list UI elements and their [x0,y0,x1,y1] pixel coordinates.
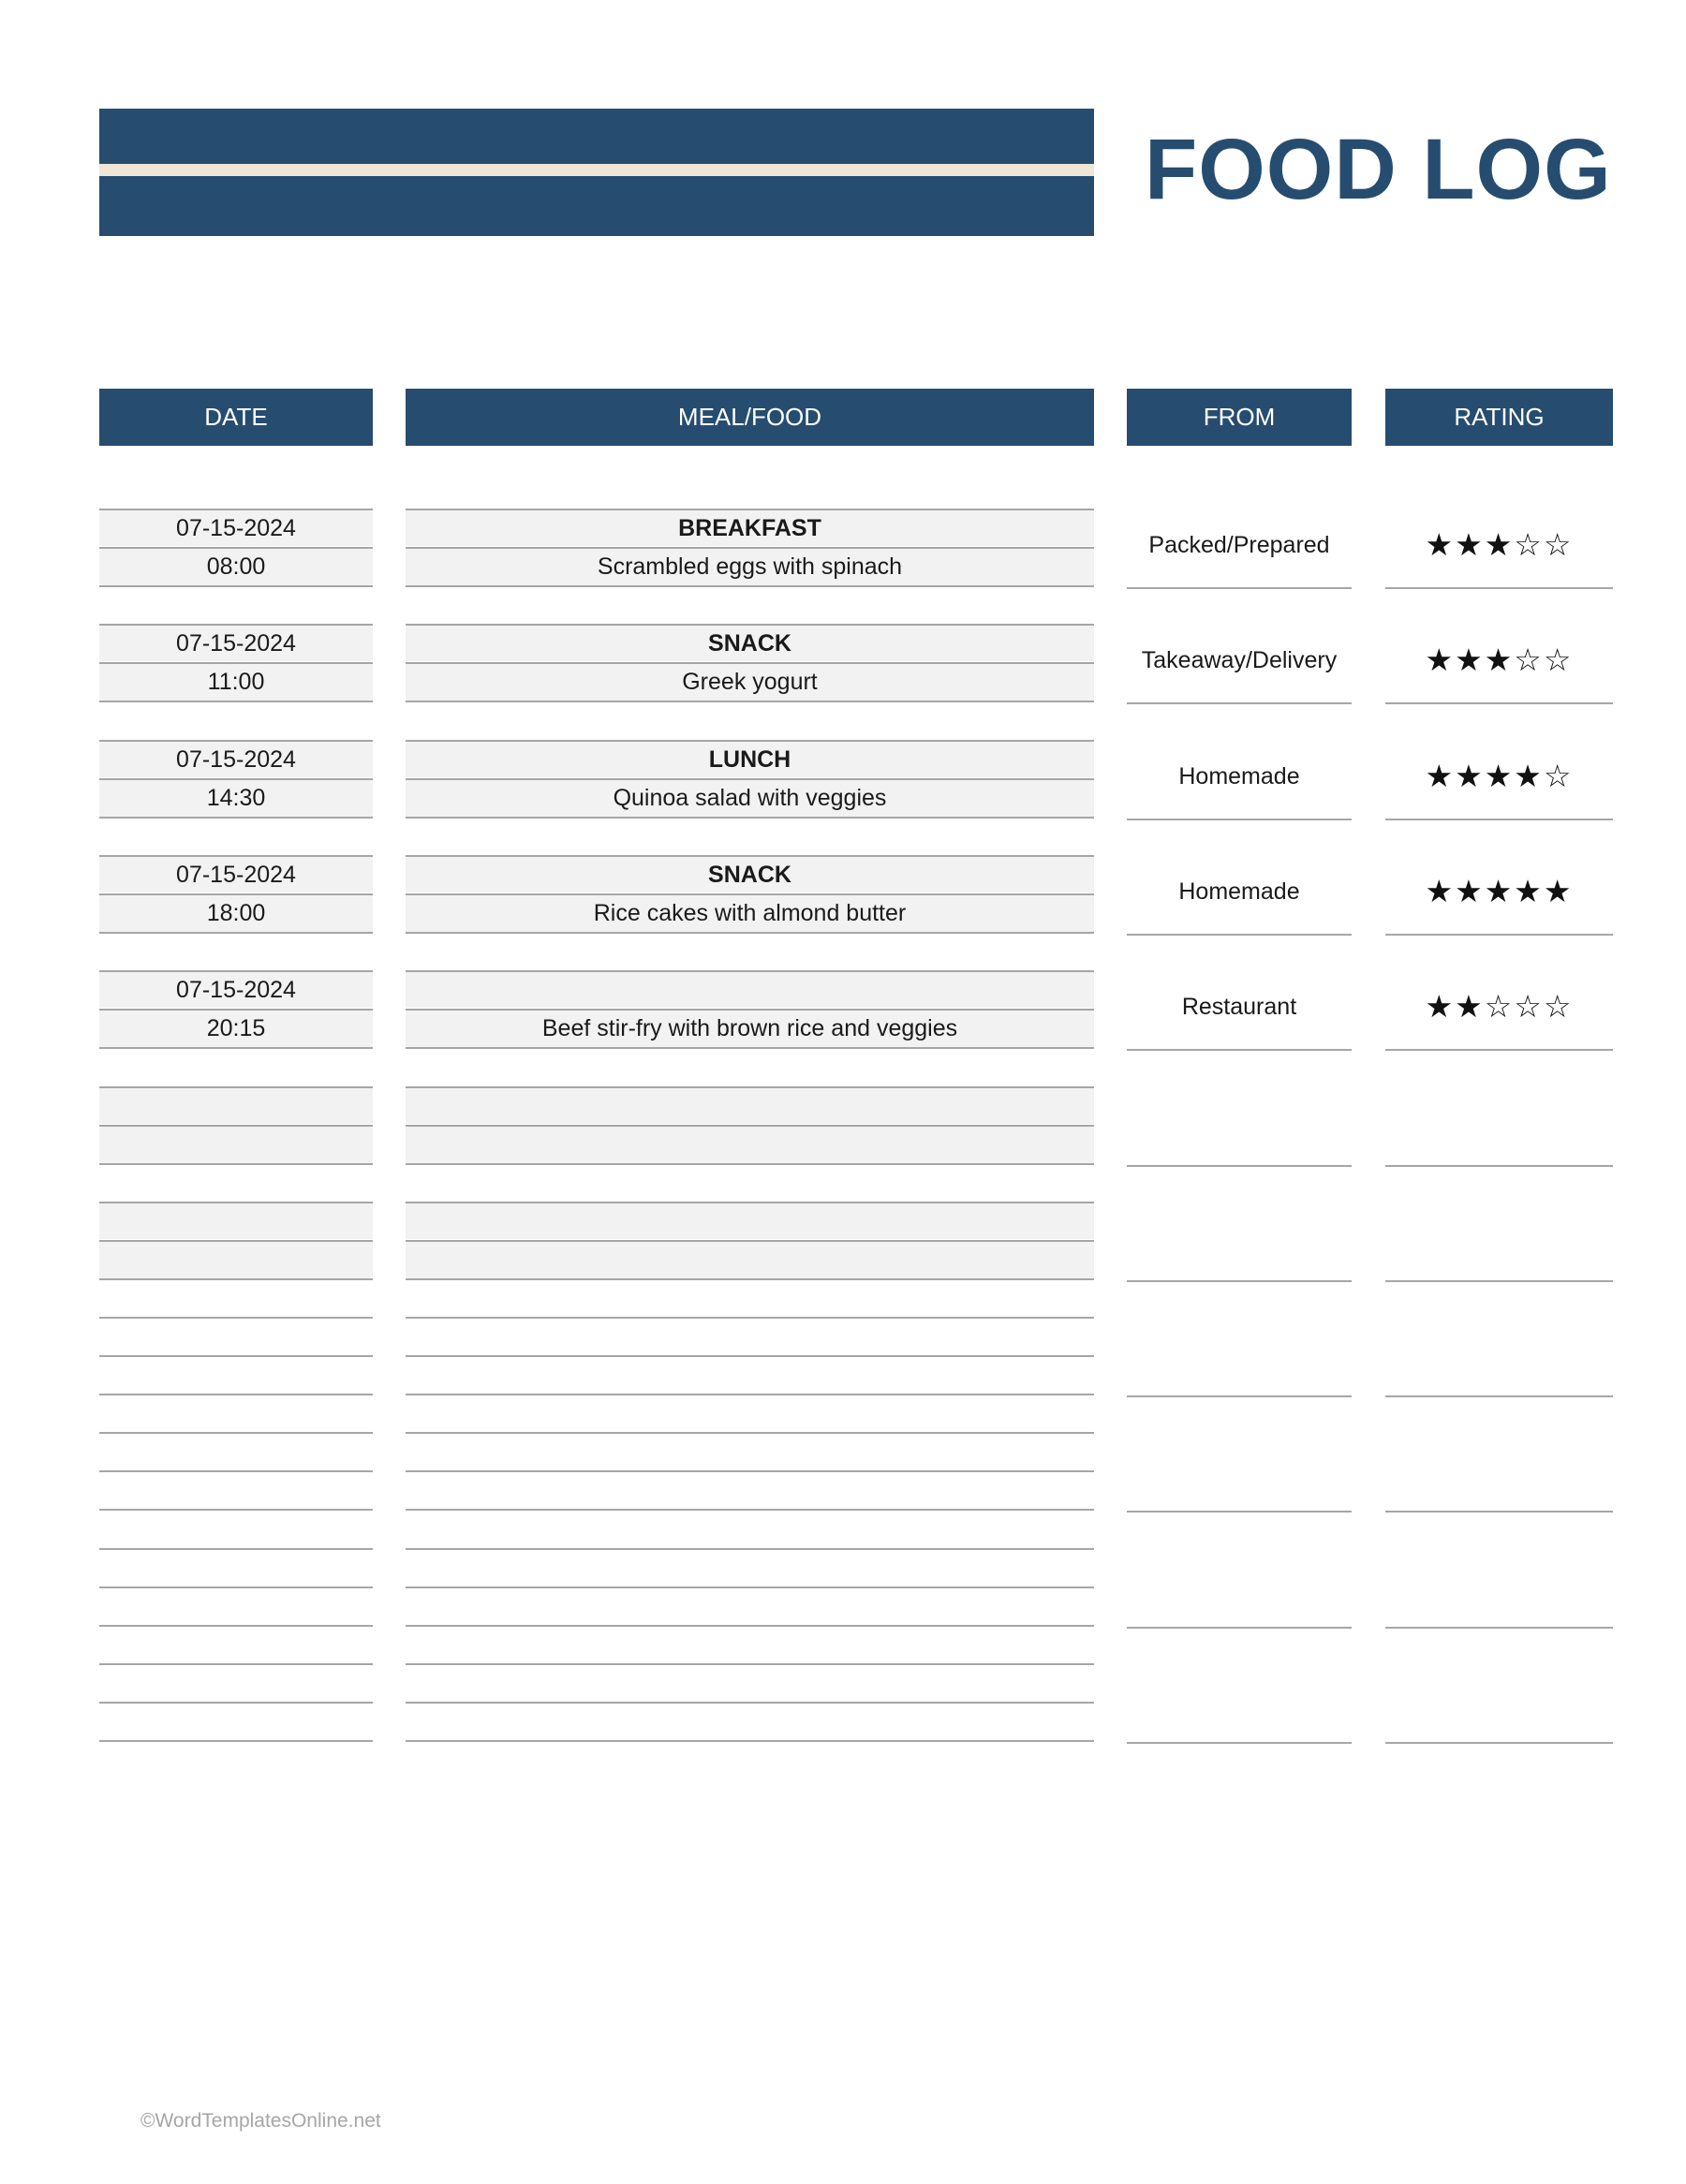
date-cell[interactable]: 07-15-2024 [99,855,373,893]
date-rule [99,1586,373,1588]
rating-stars[interactable]: ★★★☆☆ [1425,642,1574,678]
from-rule [1127,1395,1352,1397]
meal-rule [406,1394,1094,1395]
from-rule [1127,819,1352,820]
meal-rule [406,1740,1094,1742]
from-rule [1127,1742,1352,1744]
meal-type-cell[interactable]: SNACK [406,624,1094,661]
date-cell[interactable] [99,1202,373,1239]
time-cell[interactable]: 18:00 [99,893,373,934]
date-cell[interactable]: 07-15-2024 [99,624,373,661]
rating-rule [1385,1395,1613,1397]
date-rule [99,1509,373,1511]
meal-type-cell[interactable] [406,1202,1094,1239]
date-rule [99,1317,373,1319]
rating-stars[interactable]: ★★★☆☆ [1425,526,1574,563]
time-cell[interactable]: 08:00 [99,547,373,587]
date-cell[interactable]: 07-15-2024 [99,509,373,546]
food-cell[interactable]: Rice cakes with almond butter [406,893,1094,934]
column-header-date: DATE [99,389,373,446]
from-rule [1127,1280,1352,1282]
meal-type-cell[interactable]: SNACK [406,855,1094,893]
time-cell[interactable] [99,1125,373,1165]
from-cell[interactable]: Restaurant [1181,994,1297,1020]
meal-rule [406,1548,1094,1550]
from-cell[interactable] [1127,1529,1352,1640]
from-cell[interactable]: Homemade [1178,878,1300,905]
from-cell[interactable]: Homemade [1178,763,1300,789]
column-header-rating: RATING [1385,389,1613,446]
food-cell[interactable]: Scrambled eggs with spinach [406,547,1094,587]
from-rule [1127,1165,1352,1167]
from-rule [1127,1627,1352,1629]
from-cell[interactable] [1127,1183,1352,1293]
date-rule [99,1663,373,1665]
date-cell[interactable] [99,1086,373,1124]
rating-rule [1385,1049,1613,1051]
meal-rule [406,1317,1094,1319]
date-rule [99,1740,373,1742]
rating-rule [1385,1627,1613,1629]
food-cell[interactable]: Quinoa salad with veggies [406,778,1094,819]
time-cell[interactable] [99,1240,373,1280]
date-rule [99,1432,373,1434]
banner-bar-top [99,109,1094,164]
meal-rule [406,1625,1094,1627]
banner-stripe [99,164,1094,176]
rating-stars[interactable] [1385,1183,1613,1293]
food-cell[interactable]: Greek yogurt [406,662,1094,702]
time-cell[interactable]: 11:00 [99,662,373,702]
copyright-footer: ©WordTemplatesOnline.net [140,2110,381,2132]
time-cell[interactable]: 14:30 [99,778,373,819]
food-cell[interactable]: Beef stir-fry with brown rice and veggies [406,1009,1094,1049]
rating-stars[interactable] [1385,1529,1613,1640]
banner-bar-bottom [99,176,1094,236]
from-rule [1127,1049,1352,1051]
from-cell[interactable] [1127,1645,1352,1755]
meal-type-cell[interactable] [406,970,1094,1008]
date-rule [99,1548,373,1550]
date-rule [99,1394,373,1395]
date-rule [99,1702,373,1704]
meal-rule [406,1432,1094,1434]
page-title: FOOD LOG [1145,122,1612,217]
meal-type-cell[interactable]: LUNCH [406,740,1094,777]
food-cell[interactable] [406,1125,1094,1165]
rating-stars[interactable] [1385,1298,1613,1409]
food-cell[interactable] [406,1240,1094,1280]
rating-rule [1385,819,1613,820]
date-rule [99,1625,373,1627]
rating-rule [1385,1280,1613,1282]
meal-rule [406,1586,1094,1588]
from-cell[interactable] [1127,1068,1352,1178]
rating-rule [1385,702,1613,704]
meal-type-cell[interactable] [406,1086,1094,1124]
rating-stars[interactable]: ★★★★☆ [1425,758,1574,794]
from-cell[interactable]: Takeaway/Delivery [1141,647,1338,673]
column-header-meal: MEAL/FOOD [406,389,1094,446]
header-banner [99,109,1094,236]
rating-stars[interactable] [1385,1068,1613,1178]
date-cell[interactable]: 07-15-2024 [99,970,373,1008]
rating-stars[interactable]: ★★★★★ [1425,873,1574,909]
date-rule [99,1355,373,1357]
time-cell[interactable]: 20:15 [99,1009,373,1049]
from-cell[interactable] [1127,1298,1352,1409]
rating-rule [1385,587,1613,589]
meal-rule [406,1470,1094,1472]
from-rule [1127,934,1352,936]
from-rule [1127,587,1352,589]
from-cell[interactable] [1127,1413,1352,1524]
meal-rule [406,1355,1094,1357]
meal-rule [406,1702,1094,1704]
rating-stars[interactable] [1385,1645,1613,1755]
rating-stars[interactable]: ★★☆☆☆ [1425,988,1574,1025]
rating-rule [1385,1742,1613,1744]
rating-stars[interactable] [1385,1413,1613,1524]
meal-rule [406,1509,1094,1511]
meal-rule [406,1663,1094,1665]
from-rule [1127,1511,1352,1513]
rating-rule [1385,1511,1613,1513]
meal-type-cell[interactable]: BREAKFAST [406,509,1094,546]
from-cell[interactable]: Packed/Prepared [1148,532,1330,558]
rating-rule [1385,934,1613,936]
date-cell[interactable]: 07-15-2024 [99,740,373,777]
rating-rule [1385,1165,1613,1167]
column-header-from: FROM [1127,389,1352,446]
date-rule [99,1470,373,1472]
from-rule [1127,702,1352,704]
